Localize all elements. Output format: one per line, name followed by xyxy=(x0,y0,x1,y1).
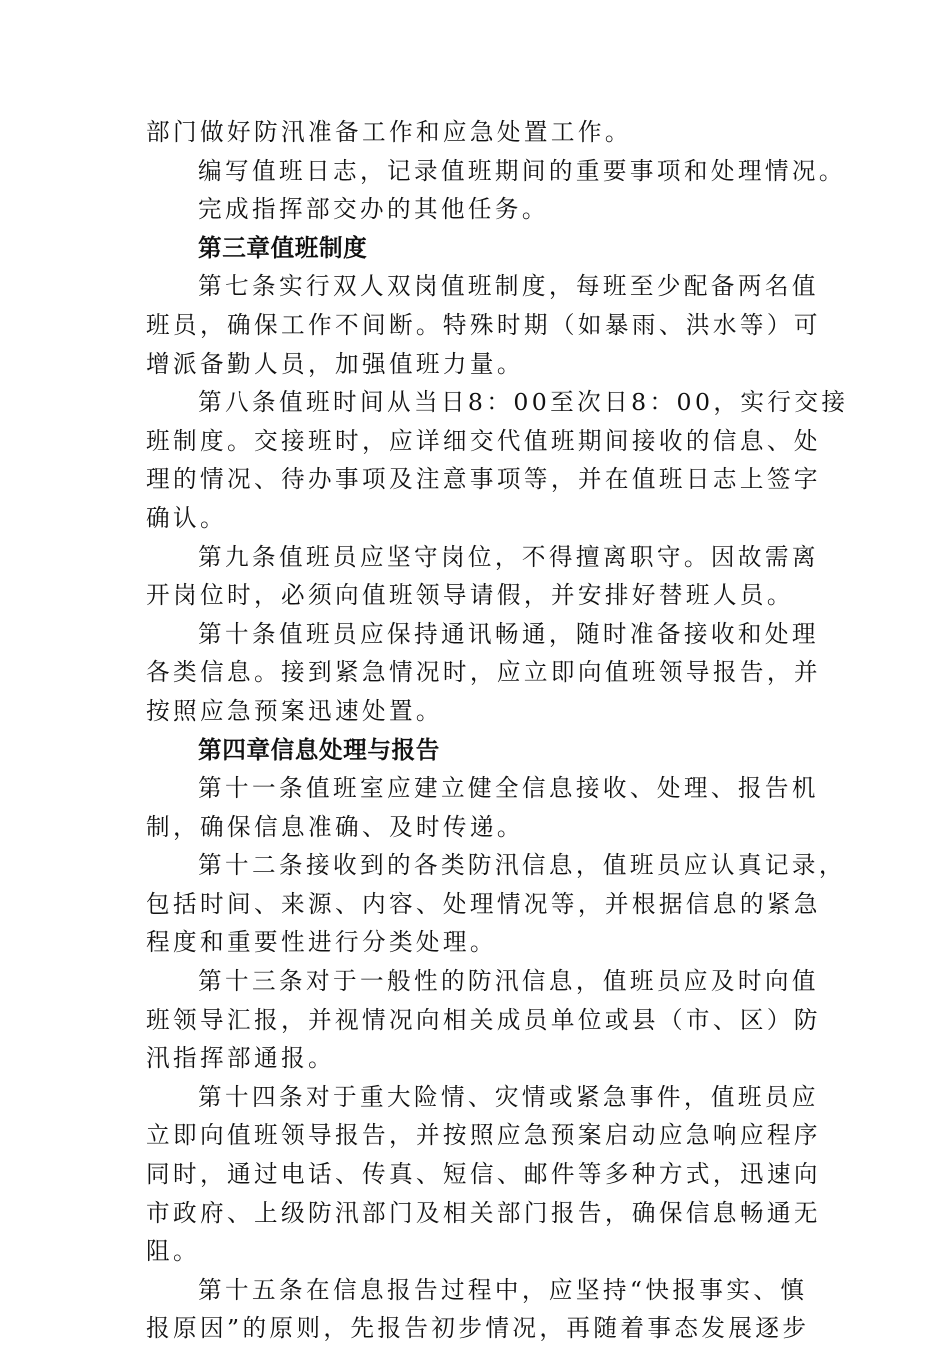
document-page xyxy=(146,113,849,1348)
text-line: 编写值班日志，记录值班期间的重要事项和处理情况。 xyxy=(198,156,846,185)
text-line: 第九条值班员应坚守岗位，不得擅离职守。因故需离 xyxy=(198,542,819,571)
text-line: 按照应急预案迅速处置。 xyxy=(146,696,443,725)
text-line: 各类信息。接到紧急情况时，应立即向值班领导报告，并 xyxy=(146,658,821,687)
text-line: 部门做好防汛准备工作和应急处置工作。 xyxy=(146,118,632,146)
text-line: 包括时间、来源、内容、处理情况等，并根据信息的紧急 xyxy=(146,889,821,918)
text-line: 阻。 xyxy=(146,1237,200,1266)
text-line: 制，确保信息准确、及时传递。 xyxy=(146,812,524,841)
text-line: 报原因”的原则，先报告初步情况，再随着事态发展逐步 xyxy=(146,1314,810,1343)
text-line: 程度和重要性进行分类处理。 xyxy=(146,928,497,957)
text-line: 理的情况、待办事项及注意事项等，并在值班日志上签字 xyxy=(146,465,821,494)
text-line: 第十二条接收到的各类防汛信息，值班员应认真记录， xyxy=(198,851,846,880)
text-line: 第十三条对于一般性的防汛信息，值班员应及时向值 xyxy=(198,967,819,996)
text-line: 第十条值班员应保持通讯畅通，随时准备接收和处理 xyxy=(198,619,819,648)
text-line: 立即向值班领导报告，并按照应急预案启动应急响应程序 xyxy=(146,1121,821,1150)
text-line: 班领导汇报，并视情况向相关成员单位或县（市、区）防 xyxy=(146,1005,821,1034)
text-line: 第十五条在信息报告过程中，应坚持“快报事实、慎 xyxy=(198,1275,808,1304)
text-line: 第十一条值班室应建立健全信息接收、处理、报告机 xyxy=(198,774,819,803)
text-line: 第七条实行双人双岗值班制度，每班至少配备两名值 xyxy=(198,272,819,301)
text-line: 增派备勤人员，加强值班力量。 xyxy=(146,349,524,378)
text-line: 市政府、上级防汛部门及相关部门报告，确保信息畅通无 xyxy=(146,1198,821,1227)
text-line: 第十四条对于重大险情、灾情或紧急事件，值班员应 xyxy=(198,1082,819,1111)
text-line: 同时，通过电话、传真、短信、邮件等多种方式，迅速向 xyxy=(146,1160,821,1189)
text-line: 班制度。交接班时，应详细交代值班期间接收的信息、处 xyxy=(146,426,821,455)
chapter-heading: 第四章信息处理与报告 xyxy=(198,735,440,764)
text-line: 确认。 xyxy=(146,503,227,532)
text-line: 班员，确保工作不间断。特殊时期（如暴雨、洪水等）可 xyxy=(146,310,821,339)
text-line: 汛指挥部通报。 xyxy=(146,1044,335,1073)
text-line: 开岗位时，必须向值班领导请假，并安排好替班人员。 xyxy=(146,581,794,610)
text-line: 完成指挥部交办的其他任务。 xyxy=(198,195,549,224)
chapter-heading: 第三章值班制度 xyxy=(198,233,368,262)
text-line: 第八条值班时间从当日8：00至次日8：00，实行交接 xyxy=(198,388,849,417)
